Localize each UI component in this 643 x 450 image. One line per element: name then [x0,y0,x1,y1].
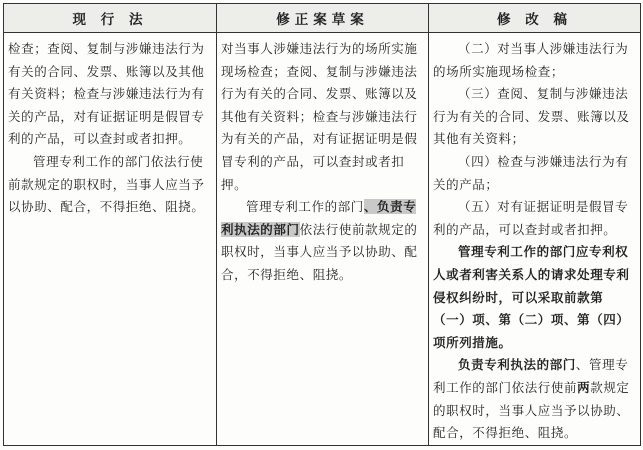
revision-cell [429,33,641,446]
draft-para-2-before: 管理专利工作的部门 [246,199,364,215]
content-row [4,33,641,446]
header-current-law: 现 行 法 [4,4,217,33]
draft-para-2-after: 依法行使前款规定的职权时，当事人应当予以协助、配合，不得拒绝、阻挠。 [221,221,418,282]
revision-last-end: 款规定的职权时，当事人应当予以协助、配合，不得拒绝、阻挠。 [433,379,630,441]
draft-para-1: 对当事人涉嫌违法行为的场所实施现场检查；查阅、复制与涉嫌违法行为有关的合同、发票、账簿以及其他有关资料；检查与涉嫌违法行为有关的产品，对有证据证明是假冒专利的产品，可以查封或者扣押。 [221,41,418,192]
current-law-cell [4,33,217,446]
header-draft-amendment: 修正案草案 [217,4,429,33]
revision-last-bold-lead: 负责专利执法的部门 [458,357,576,373]
revision-item-2: （二）对当事人涉嫌违法行为的场所实施现场检查； [433,41,629,79]
draft-para-2 [221,196,424,286]
header-revision: 修 改 稿 [429,4,641,33]
revision-item-5: （五）对有证据证明是假冒专利的产品，可以查封或者扣押。 [433,199,629,237]
revision-last-mid: 、管理专利工作的部门依法行使前 [433,357,629,395]
current-law-para-2: 管理专利工作的部门依法行使前款规定的职权时，当事人应当予以协助、配合，不得拒绝、阻挠。 [8,153,205,215]
draft-cell [217,33,429,446]
current-law-para-1: 检查；查阅、复制与涉嫌违法行为有关的合同、发票、账簿以及其他有关资料；检查与涉嫌违法行为有关的产品，对有证据证明是假冒专利的产品，可以查封或者扣押。 [8,41,205,147]
revision-item-4: （四）检查与涉嫌违法行为有关的产品； [433,153,629,192]
revision-item-3: （三）查阅、复制与涉嫌违法行为有关的合同、发票、账簿以及其他有关资料； [433,86,630,147]
header-row [4,4,641,33]
draft-highlighted-insertion: 、负责专利执法的部门 [221,199,417,237]
comparison-table [3,3,641,446]
revision-last-bold-two: 两 [577,379,591,395]
revision-bold-paragraph: 管理专利工作的部门应专利权人或者利害关系人的请求处理专利侵权纠纷时，可以采取前款第（一）项、第（二）项、第（四）项所列措施。 [433,244,630,350]
revision-last-paragraph [433,354,636,444]
